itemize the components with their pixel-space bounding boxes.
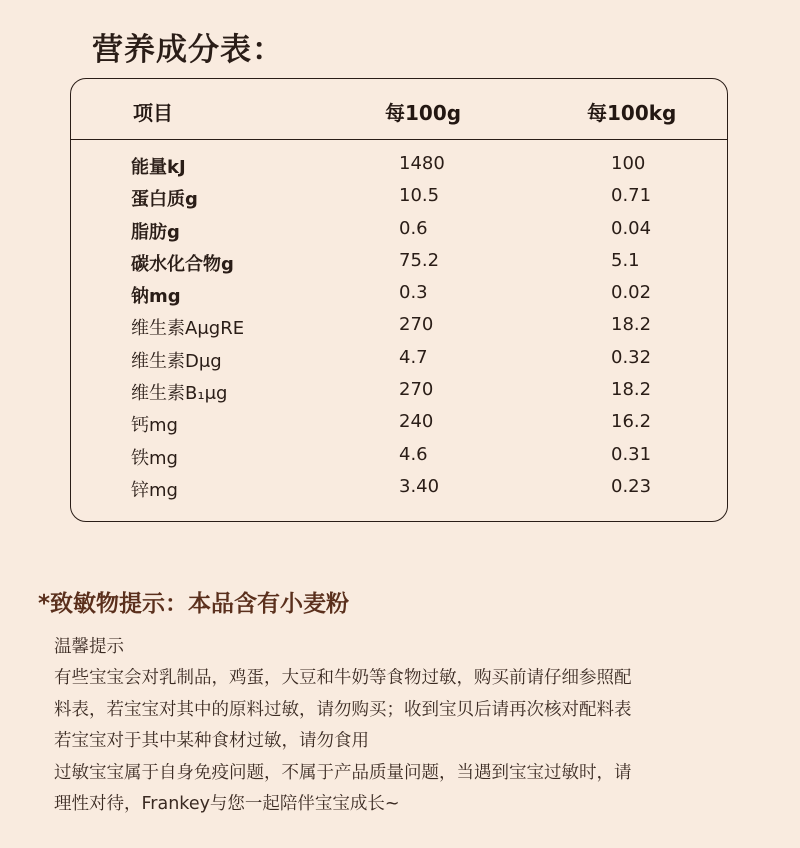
value-per-100kg: 0.02: [611, 282, 652, 304]
table-row: [71, 153, 727, 185]
value-per-100g: 75.2: [399, 249, 440, 271]
value-per-100kg: 0.32: [611, 346, 652, 368]
nutrient-name: 维生素AμgRE: [131, 318, 245, 340]
table-body: [71, 153, 727, 508]
nutrient-name: 锌mg: [131, 479, 178, 501]
table-row: [71, 347, 727, 379]
tip-line: 过敏宝宝属于自身免疫问题，不属于产品质量问题，当遇到宝宝过敏时，请: [54, 762, 632, 783]
value-per-100kg: 0.04: [611, 217, 652, 239]
table-row: [71, 314, 727, 346]
allergen-notice: *致敏物提示：本品含有小麦粉: [38, 591, 350, 617]
tip-line: 有些宝宝会对乳制品，鸡蛋，大豆和牛奶等食物过敏，购买前请仔细参照配: [54, 668, 632, 689]
nutrient-name: 碳水化合物g: [131, 253, 234, 275]
table-row: [71, 282, 727, 314]
table-row: [71, 411, 727, 443]
header-per-100kg: 每100kg: [587, 101, 677, 125]
value-per-100g: 0.6: [399, 217, 428, 239]
table-row: [71, 476, 727, 508]
header-per-100g: 每100g: [385, 101, 462, 125]
nutrient-name: 脂肪g: [131, 221, 180, 243]
table-row: [71, 185, 727, 217]
table-row: [71, 218, 727, 250]
value-per-100kg: 0.31: [611, 443, 652, 465]
tip-line: 若宝宝对于其中某种食材过敏，请勿食用: [54, 731, 369, 752]
page-title: 营养成分表：: [92, 32, 284, 68]
nutrient-name: 蛋白质g: [131, 189, 198, 211]
value-per-100g: 1480: [399, 153, 445, 174]
value-per-100kg: 18.2: [611, 314, 652, 336]
table-row: [71, 250, 727, 282]
value-per-100g: 240: [399, 411, 434, 433]
value-per-100g: 3.40: [399, 475, 440, 497]
tip-line: 理性对待，Frankey与您一起陪伴宝宝成长~: [54, 794, 400, 815]
nutrient-name: 维生素Dμg: [131, 350, 222, 372]
value-per-100kg: 0.71: [611, 185, 652, 207]
value-per-100kg: 16.2: [611, 411, 652, 433]
table-row: [71, 444, 727, 476]
tip-line: 料表，若宝宝对其中的原料过敏，请勿购买；收到宝贝后请再次核对配料表: [54, 699, 632, 720]
value-per-100g: 4.6: [399, 443, 428, 465]
value-per-100g: 0.3: [399, 282, 428, 304]
tips-section: [54, 632, 774, 820]
header-item: 项目: [133, 101, 173, 125]
nutrient-name: 能量kJ: [131, 157, 186, 178]
nutrient-name: 钙mg: [131, 415, 178, 437]
value-per-100g: 4.7: [399, 346, 428, 368]
nutrient-name: 钠mg: [131, 286, 181, 308]
value-per-100g: 270: [399, 379, 434, 401]
tips-heading: 温馨提示: [54, 637, 124, 657]
nutrient-name: 铁mg: [131, 447, 178, 469]
nutrient-name: 维生素B₁μg: [131, 383, 228, 405]
value-per-100kg: 5.1: [611, 249, 640, 271]
value-per-100kg: 100: [611, 153, 646, 174]
table-header: [71, 79, 727, 140]
value-per-100g: 10.5: [399, 185, 440, 207]
nutrition-table: [70, 78, 728, 522]
value-per-100kg: 0.23: [611, 475, 652, 497]
table-row: [71, 379, 727, 411]
value-per-100g: 270: [399, 314, 434, 336]
value-per-100kg: 18.2: [611, 379, 652, 401]
